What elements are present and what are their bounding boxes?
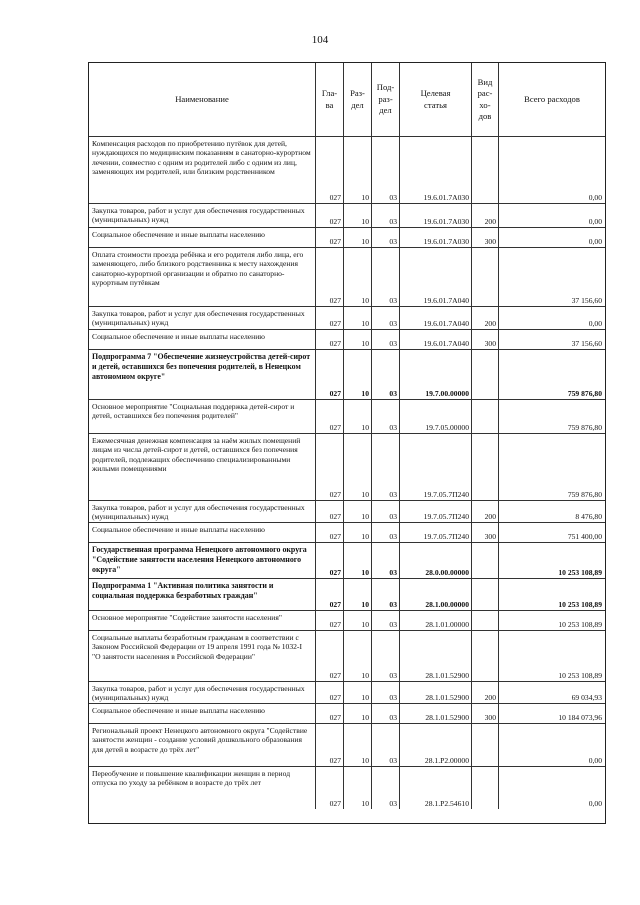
table-row [89,330,605,350]
row-name-cell [89,631,316,681]
row-name-cell [89,307,316,329]
row-section-cell [344,767,372,809]
row-kind-text: 300 [484,236,496,246]
row-total-text: 0,00 [588,318,602,328]
row-name-cell [89,704,316,723]
row-section-text: 10 [361,755,369,765]
row-section-text: 10 [361,489,369,499]
row-name-cell [89,248,316,306]
row-name-cell [89,501,316,522]
row-subsection-text: 03 [389,712,397,722]
row-chapter-text: 027 [329,670,341,680]
row-kind-cell [472,724,499,766]
row-section-cell [344,682,372,703]
row-subsection-cell [372,767,400,809]
row-subsection-text: 03 [389,531,397,541]
row-subsection-text: 03 [389,798,397,808]
row-chapter-cell [316,704,344,723]
row-chapter-text: 027 [329,236,341,246]
row-section-text: 10 [361,388,369,398]
row-chapter-cell [316,307,344,329]
row-article-cell [400,248,472,306]
row-subsection-text: 03 [389,599,397,609]
header-name [89,63,316,136]
row-section-cell [344,543,372,578]
row-article-cell [400,579,472,610]
row-total-cell [499,724,605,766]
row-article-cell [400,704,472,723]
row-subsection-cell [372,434,400,500]
row-chapter-text: 027 [329,798,341,808]
row-name-cell [89,523,316,542]
row-total-cell [499,611,605,630]
row-total-text: 37 156,60 [571,295,602,305]
row-subsection-text: 03 [389,489,397,499]
row-subsection-text: 03 [389,511,397,521]
row-article-cell [400,523,472,542]
row-kind-cell [472,228,499,247]
row-kind-cell [472,704,499,723]
row-name-text: Региональный проект Ненецкого автономного округа "Содействие занятости женщин - создание условий дошкольного образования для детей в возрасте до трёх лет" [92,726,308,754]
table-row [89,434,605,501]
row-kind-text: 300 [484,712,496,722]
row-name-cell [89,400,316,433]
row-subsection-text: 03 [389,192,397,202]
row-total-cell [499,631,605,681]
row-name-cell [89,330,316,349]
row-name-cell [89,579,316,610]
row-chapter-text: 027 [329,511,341,521]
row-subsection-cell [372,307,400,329]
row-article-cell [400,400,472,433]
row-section-cell [344,307,372,329]
row-section-cell [344,579,372,610]
row-chapter-cell [316,350,344,399]
row-subsection-text: 03 [389,295,397,305]
row-total-text: 759 876,80 [567,388,602,398]
row-article-text: 28.1.01.00000 [425,619,469,629]
row-article-text: 19.6.01.7А040 [423,318,469,328]
row-name-text: Ежемесячная денежная компенсация за наём жилых помещений лицам из числа детей-сирот и детей, оставшихся без попечения родителей, подлежащих обеспечению специализированными жилыми помещениями [92,436,301,474]
row-total-text: 0,00 [588,755,602,765]
row-chapter-cell [316,400,344,433]
row-section-text: 10 [361,338,369,348]
row-total-text: 0,00 [588,192,602,202]
row-subsection-text: 03 [389,216,397,226]
row-article-cell [400,631,472,681]
row-kind-cell [472,682,499,703]
header-article [400,63,472,136]
row-chapter-cell [316,248,344,306]
row-article-cell [400,611,472,630]
row-subsection-cell [372,704,400,723]
row-total-text: 0,00 [588,236,602,246]
row-chapter-text: 027 [329,599,341,609]
row-name-cell [89,137,316,203]
row-section-text: 10 [361,511,369,521]
row-section-cell [344,704,372,723]
row-kind-cell [472,767,499,809]
row-kind-text: 300 [484,531,496,541]
row-section-cell [344,350,372,399]
row-chapter-text: 027 [329,567,341,577]
row-subsection-cell [372,228,400,247]
row-name-cell [89,767,316,809]
row-chapter-cell [316,767,344,809]
row-name-text: Подпрограмма 1 "Активная политика занятости и социальная поддержка безработных граждан" [92,581,274,600]
row-subsection-cell [372,682,400,703]
row-section-text: 10 [361,192,369,202]
row-section-text: 10 [361,619,369,629]
row-article-text: 28.1.00.00000 [425,599,469,609]
row-section-cell [344,228,372,247]
row-name-text: Оплата стоимости проезда ребёнка и его родителя либо лица, его заменяющего, либо близкого родственника к месту нахождения санаторно-курортной организации и обратно по санаторно-курортным путёвкам [92,250,304,288]
header-chapter [316,63,344,136]
row-name-cell [89,434,316,500]
row-kind-cell [472,400,499,433]
table-row [89,248,605,307]
row-chapter-text: 027 [329,295,341,305]
row-chapter-cell [316,682,344,703]
row-name-cell [89,724,316,766]
row-section-cell [344,137,372,203]
row-kind-cell [472,330,499,349]
row-article-cell [400,204,472,227]
row-article-text: 19.7.05.7П240 [423,489,469,499]
table-row [89,307,605,330]
table-row [89,611,605,631]
row-article-text: 19.6.01.7А040 [423,338,469,348]
row-kind-text: 200 [484,216,496,226]
row-kind-text: 300 [484,338,496,348]
row-name-text: Государственная программа Ненецкого автономного округа "Содействие занятости населения Ненецкого автономного округа" [92,545,307,574]
row-section-text: 10 [361,422,369,432]
row-chapter-cell [316,434,344,500]
row-kind-cell [472,248,499,306]
row-chapter-cell [316,579,344,610]
row-section-text: 10 [361,567,369,577]
row-total-cell [499,330,605,349]
row-article-text: 19.6.01.7А040 [423,295,469,305]
row-article-cell [400,543,472,578]
row-name-text: Социальное обеспечение и иные выплаты населению [92,706,265,715]
row-section-cell [344,631,372,681]
row-chapter-cell [316,523,344,542]
page-number: 104 [311,34,329,46]
table-row [89,543,605,579]
header-kind-label: Вид рас- хо- дов [477,76,493,121]
row-article-text: 19.6.01.7А030 [423,216,469,226]
row-total-cell [499,307,605,329]
row-kind-cell [472,350,499,399]
row-name-cell [89,228,316,247]
table-row [89,523,605,543]
row-section-text: 10 [361,798,369,808]
row-subsection-text: 03 [389,236,397,246]
row-article-text: 19.6.01.7А030 [423,236,469,246]
header-section-label: Раз- дел [350,88,365,110]
row-total-cell [499,501,605,522]
row-chapter-cell [316,724,344,766]
row-subsection-text: 03 [389,567,397,577]
row-total-cell [499,682,605,703]
row-section-cell [344,611,372,630]
row-name-text: Основное мероприятие "Содействие занятости населения" [92,613,282,622]
row-section-text: 10 [361,216,369,226]
row-chapter-cell [316,137,344,203]
row-name-cell [89,350,316,399]
row-section-text: 10 [361,670,369,680]
row-kind-cell [472,204,499,227]
header-article-label: Целевая статья [420,88,451,110]
row-chapter-cell [316,543,344,578]
row-kind-text: 200 [484,692,496,702]
table-header-row [89,63,605,137]
row-name-text: Социальное обеспечение и иные выплаты населению [92,332,265,341]
row-subsection-cell [372,543,400,578]
header-kind [472,63,499,136]
row-subsection-cell [372,724,400,766]
row-chapter-text: 027 [329,388,341,398]
header-subsection-label: Под- раз- дел [376,82,395,116]
row-total-text: 0,00 [588,798,602,808]
table-row [89,228,605,248]
row-subsection-cell [372,248,400,306]
row-article-text: 28.1.01.52900 [425,670,469,680]
row-total-cell [499,767,605,809]
row-total-cell [499,579,605,610]
row-total-cell [499,543,605,578]
row-article-text: 28.1.P2.54610 [424,798,469,808]
row-total-cell [499,523,605,542]
row-subsection-cell [372,137,400,203]
row-article-text: 28.1.01.52900 [425,712,469,722]
row-total-cell [499,400,605,433]
row-section-text: 10 [361,295,369,305]
row-chapter-text: 027 [329,318,341,328]
header-total-label: Всего расходов [524,93,580,104]
row-kind-cell [472,307,499,329]
row-article-text: 28.0.00.00000 [425,567,469,577]
row-article-text: 19.7.00.00000 [425,388,469,398]
row-article-cell [400,434,472,500]
row-article-cell [400,228,472,247]
row-kind-cell [472,137,499,203]
row-subsection-cell [372,400,400,433]
table-row [89,704,605,724]
table-row [89,682,605,704]
row-section-text: 10 [361,318,369,328]
row-name-cell [89,543,316,578]
row-total-cell [499,204,605,227]
row-chapter-text: 027 [329,755,341,765]
row-total-text: 10 253 108,89 [558,619,602,629]
row-name-text: Социальное обеспечение и иные выплаты населению [92,230,265,239]
row-total-text: 69 034,93 [571,692,602,702]
table-row [89,724,605,767]
row-article-text: 28.1.P2.00000 [424,755,469,765]
row-kind-cell [472,434,499,500]
row-subsection-cell [372,350,400,399]
row-kind-cell [472,631,499,681]
row-total-text: 10 253 108,89 [558,599,602,609]
row-kind-cell [472,543,499,578]
row-total-text: 759 876,80 [567,489,602,499]
row-subsection-text: 03 [389,318,397,328]
header-subsection [372,63,400,136]
row-chapter-cell [316,501,344,522]
header-total [499,63,605,136]
row-article-cell [400,501,472,522]
row-name-text: Переобучение и повышение квалификации женщин в период отпуска по уходу за ребёнком в возрасте до трёх лет [92,769,291,788]
row-total-text: 759 876,80 [567,422,602,432]
row-name-cell [89,204,316,227]
row-total-cell [499,248,605,306]
row-subsection-cell [372,330,400,349]
header-chapter-label: Гла- ва [321,88,338,110]
row-article-text: 19.6.01.7А030 [423,192,469,202]
row-article-cell [400,767,472,809]
row-subsection-cell [372,523,400,542]
header-name-label: Наименование [175,93,229,104]
row-chapter-cell [316,631,344,681]
row-total-text: 0,00 [588,216,602,226]
row-subsection-text: 03 [389,619,397,629]
row-chapter-text: 027 [329,531,341,541]
row-total-text: 8 476,80 [575,511,602,521]
row-article-cell [400,682,472,703]
row-subsection-text: 03 [389,670,397,680]
row-name-text: Социальное обеспечение и иные выплаты населению [92,525,265,534]
row-subsection-text: 03 [389,422,397,432]
row-section-cell [344,501,372,522]
row-section-cell [344,523,372,542]
row-total-cell [499,228,605,247]
row-chapter-text: 027 [329,489,341,499]
row-total-text: 10 184 073,96 [558,712,602,722]
row-section-text: 10 [361,712,369,722]
row-name-text: Основное мероприятие "Социальная поддержка детей-сирот и детей, оставшихся без попечения родителей" [92,402,295,421]
row-total-cell [499,350,605,399]
table-row [89,400,605,434]
row-total-text: 10 253 108,89 [558,670,602,680]
row-section-cell [344,400,372,433]
row-kind-text: 200 [484,511,496,521]
row-kind-cell [472,579,499,610]
row-kind-cell [472,501,499,522]
table-row [89,501,605,523]
row-article-cell [400,724,472,766]
row-article-text: 19.7.05.7П240 [423,531,469,541]
row-subsection-cell [372,501,400,522]
row-section-text: 10 [361,531,369,541]
row-name-text: Закупка товаров, работ и услуг для обеспечения государственных (муниципальных) нужд [92,206,305,225]
row-total-cell [499,137,605,203]
header-section [344,63,372,136]
row-total-text: 37 156,60 [571,338,602,348]
row-section-cell [344,724,372,766]
row-section-text: 10 [361,599,369,609]
row-article-cell [400,137,472,203]
row-kind-cell [472,523,499,542]
row-chapter-cell [316,611,344,630]
row-subsection-cell [372,204,400,227]
row-total-text: 10 253 108,89 [558,567,602,577]
row-chapter-text: 027 [329,192,341,202]
row-subsection-text: 03 [389,338,397,348]
row-subsection-cell [372,631,400,681]
row-chapter-text: 027 [329,338,341,348]
row-kind-text: 200 [484,318,496,328]
row-name-text: Компенсация расходов по приобретению путёвок для детей, нуждающихся по медицинским показаниям в санаторно-курортном лечении, совместно с одним из родителей либо с одним из лиц, заменяющих им родителей, или близким родственником [92,139,311,177]
row-chapter-text: 027 [329,619,341,629]
row-section-text: 10 [361,236,369,246]
row-chapter-text: 027 [329,422,341,432]
row-total-text: 751 400,00 [567,531,602,541]
table-row [89,767,605,809]
table-row [89,137,605,204]
row-name-cell [89,682,316,703]
row-subsection-text: 03 [389,755,397,765]
row-name-text: Социальные выплаты безработным гражданам в соответствии с Законом Российской Федерации от 19 апреля 1991 года № 1032-I "О занятости населения в Российской Федерации" [92,633,302,661]
budget-table [88,62,606,824]
row-subsection-cell [372,611,400,630]
row-chapter-cell [316,330,344,349]
row-chapter-text: 027 [329,712,341,722]
table-row [89,350,605,400]
row-subsection-cell [372,579,400,610]
row-section-cell [344,248,372,306]
table-row [89,579,605,611]
row-section-text: 10 [361,692,369,702]
table-row [89,204,605,228]
row-article-text: 28.1.01.52900 [425,692,469,702]
row-chapter-cell [316,228,344,247]
row-article-cell [400,350,472,399]
row-article-text: 19.7.05.00000 [425,422,469,432]
row-section-cell [344,204,372,227]
row-article-cell [400,330,472,349]
row-article-cell [400,307,472,329]
row-chapter-text: 027 [329,216,341,226]
row-name-text: Закупка товаров, работ и услуг для обеспечения государственных (муниципальных) нужд [92,309,305,328]
row-section-cell [344,330,372,349]
row-subsection-text: 03 [389,388,397,398]
row-name-text: Закупка товаров, работ и услуг для обеспечения государственных (муниципальных) нужд [92,684,305,703]
row-total-cell [499,434,605,500]
table-row [89,631,605,682]
row-subsection-text: 03 [389,692,397,702]
row-kind-cell [472,611,499,630]
row-name-text: Подпрограмма 7 "Обеспечение жизнеустройства детей-сирот и детей, оставшихся без попечения родителей, в Ненецком автономном округе" [92,352,311,381]
row-article-text: 19.7.05.7П240 [423,511,469,521]
row-chapter-cell [316,204,344,227]
row-chapter-text: 027 [329,692,341,702]
row-name-text: Закупка товаров, работ и услуг для обеспечения государственных (муниципальных) нужд [92,503,305,522]
row-name-cell [89,611,316,630]
row-total-cell [499,704,605,723]
row-section-cell [344,434,372,500]
